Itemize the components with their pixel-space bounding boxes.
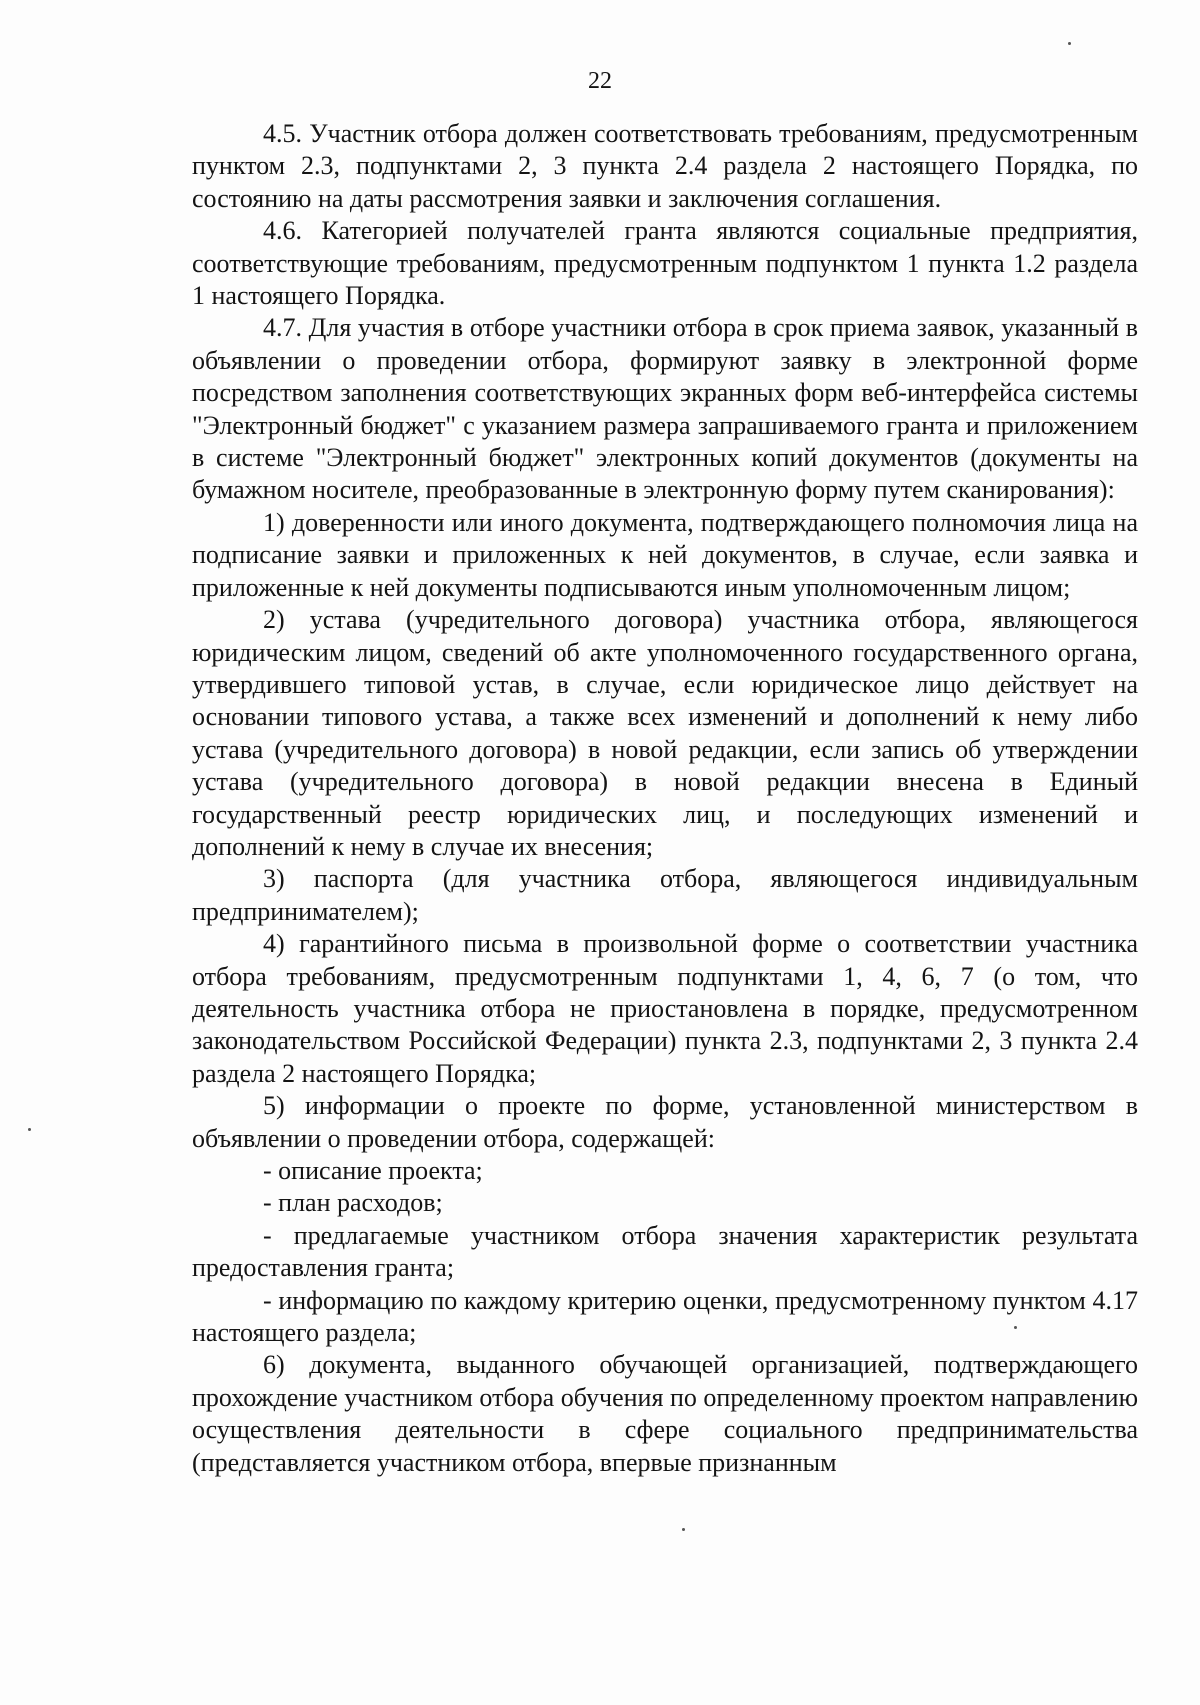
list-item-4: 4) гарантийного письма в произвольной форме о соответствии участника отбора требованиям, предусмотренным подпунктами 1, 4, 6, 7 (о том, что деятельность участника отбора не приостановлена в порядке, предусмотренном законодательством Российской Федерации) пункта 2.3, подпунктами 2, 3 пункта 2.4 раздела 2 настоящего Порядка;: [192, 929, 1138, 1088]
list-item-5: 5) информации о проекте по форме, установленной министерством в объявлении о проведении отбора, содержащей:: [192, 1091, 1138, 1153]
list-item-3: 3) паспорта (для участника отбора, являющегося индивидуальным предпринимателем);: [192, 864, 1138, 926]
paragraph-4-6: 4.6. Категорией получателей гранта являются социальные предприятия, соответствующие требованиям, предусмотренным подпунктом 1 пункта 1.2 раздела 1 настоящего Порядка.: [192, 216, 1138, 311]
scan-speck: [682, 1528, 685, 1531]
paragraph-4-5: 4.5. Участник отбора должен соответствовать требованиям, предусмотренным пунктом 2.3, подпунктами 2, 3 пункта 2.4 раздела 2 настоящего Порядка, по состоянию на даты рассмотрения заявки и заключения соглашения.: [192, 119, 1138, 213]
list-item-1: 1) доверенности или иного документа, подтверждающего полномочия лица на подписание заявки и приложенных к ней документов, в случае, если заявка и приложенные к ней документы подписываются иным уполномоченным лицом;: [192, 507, 1138, 602]
list-item-6: 6) документа, выданного обучающей организацией, подтверждающего прохождение участником отбора обучения по определенному проектом направлению осуществления деятельности в сфере социального предпринимательства (представляется участником отбора, впервые признанным: [192, 1350, 1138, 1477]
sub-item-project-description: - описание проекта;: [263, 1156, 483, 1185]
list-item-2: 2) устава (учредительного договора) участника отбора, являющегося юридическим лицом, сведений об акте уполномоченного государственного органа, утвердившего типовой устав, в случае, если юридическое лицо действует на основании типового устава, а также всех изменений и дополнений к нему либо устава (учредительного договора) в новой редакции, если запись об утверждении устава (учредительного договора) в новой редакции внесена в Единый государственный реестр юридических лиц, и последующих изменений и дополнений к нему в случае их внесения;: [192, 605, 1138, 861]
scan-speck: [28, 1128, 31, 1131]
scan-speck: [1014, 1326, 1017, 1329]
page-number: 22: [588, 68, 612, 94]
sub-item-evaluation-criteria: - информацию по каждому критерию оценки, предусмотренному пунктом 4.17 настоящего раздела;: [192, 1285, 1138, 1348]
document-text: [192, 118, 1138, 1479]
scan-speck: [1068, 42, 1071, 45]
sub-item-expense-plan: - план расходов;: [263, 1188, 443, 1218]
paragraph-4-7: 4.7. Для участия в отборе участники отбора в срок приема заявок, указанный в объявлении о проведении отбора, формируют заявку в электронной форме посредством заполнения соответствующих экранных форм веб-интерфейса системы "Электронный бюджет" с указанием размера запрашиваемого гранта и приложением в системе "Электронный бюджет" электронных копий документов (документы на бумажном носителе, преобразованные в электронную форму путем сканирования):: [192, 313, 1138, 505]
sub-item-result-characteristics: - предлагаемые участником отбора значения характеристик результата предоставления гранта;: [192, 1220, 1138, 1283]
